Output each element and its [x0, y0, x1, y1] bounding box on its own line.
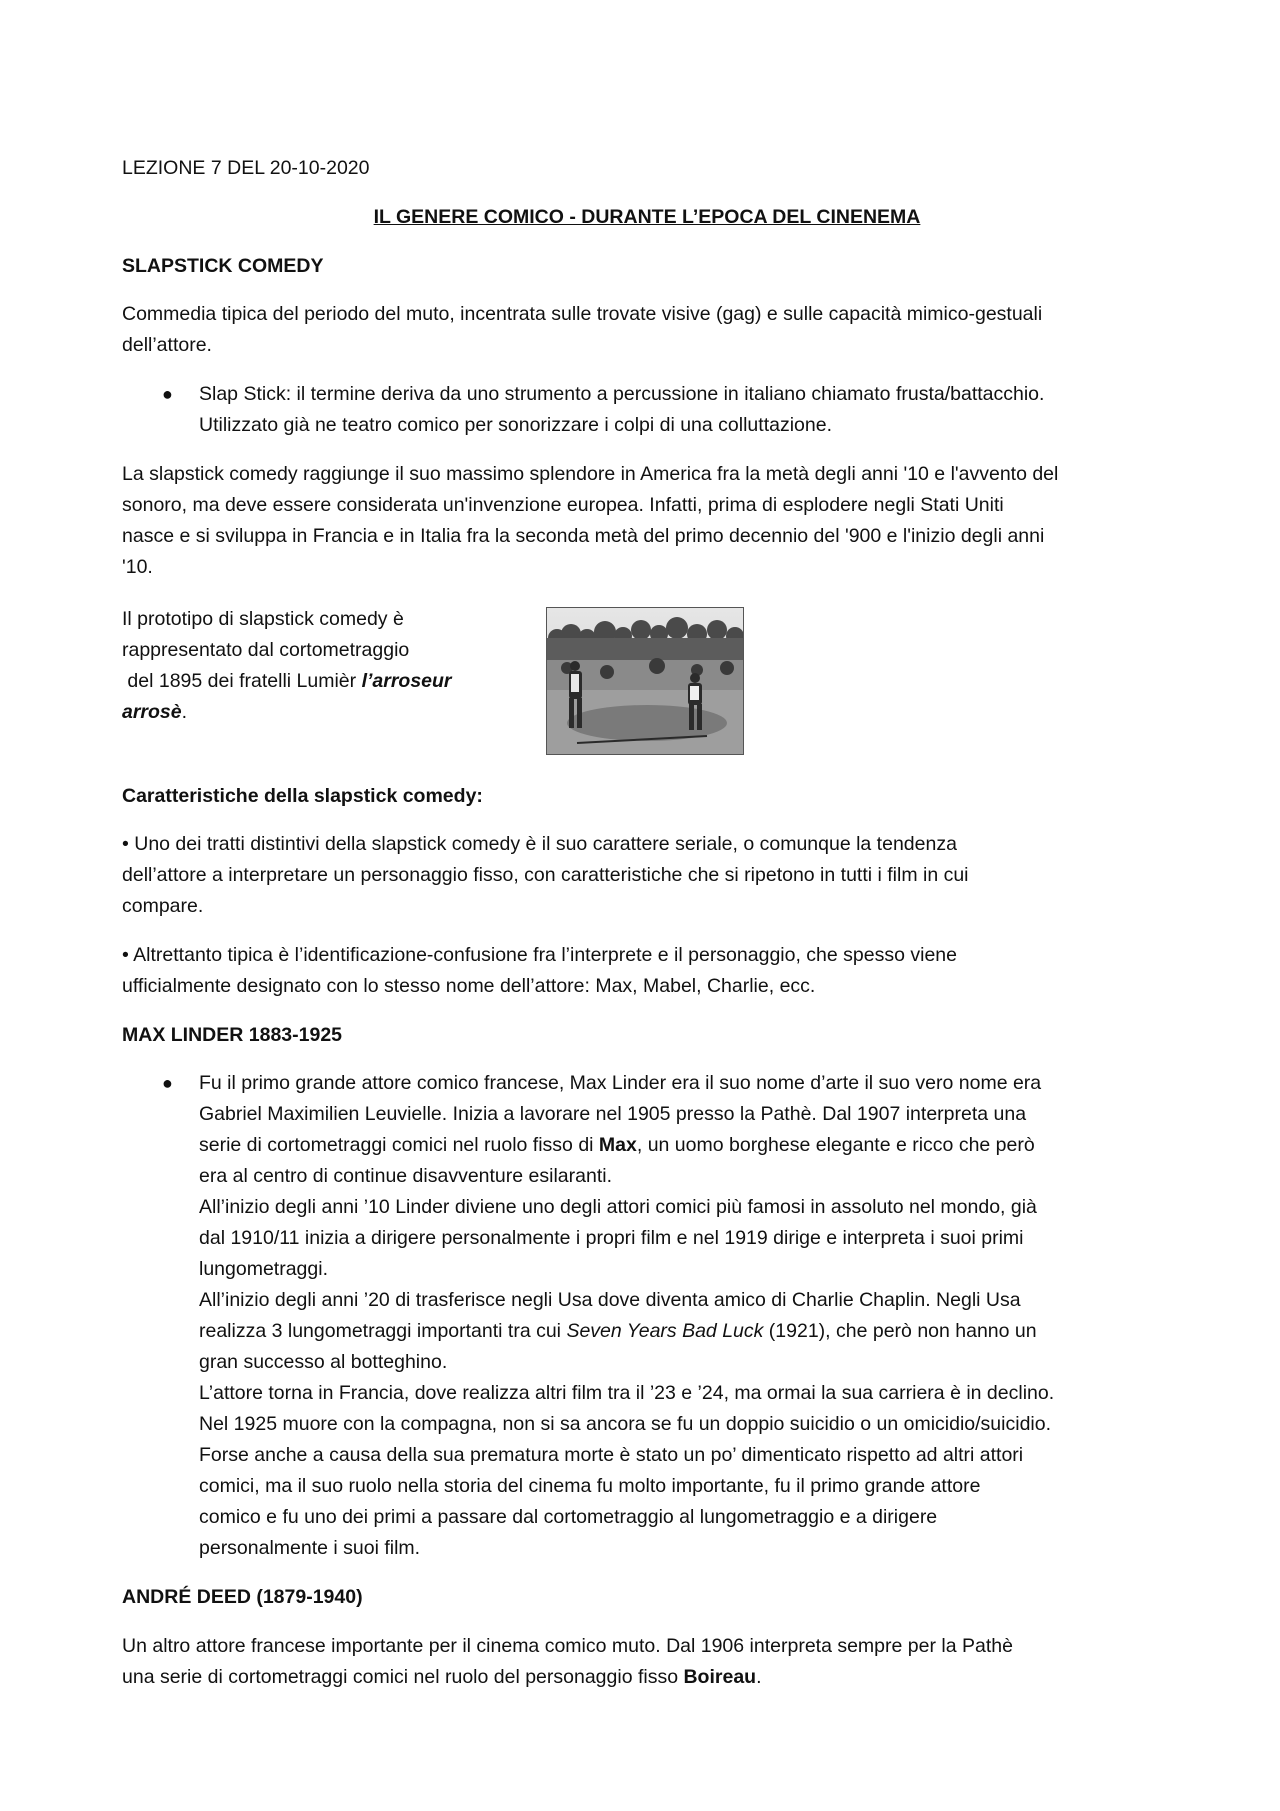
text-span: (1921), che però non hanno un — [763, 1320, 1037, 1342]
text-span: . — [756, 1666, 762, 1688]
paragraph-line: Il prototipo di slapstick comedy è — [122, 608, 404, 630]
film-still-image — [546, 607, 744, 755]
paragraph-line: Un altro attore francese importante per il cinema comico muto. Dal 1906 interpreta sempre per la Pathè — [122, 1635, 1013, 1657]
bullet-text: Utilizzato già ne teatro comico per sonorizzare i colpi di una colluttazione. — [199, 414, 832, 436]
paragraph-line — [122, 697, 522, 729]
text-span: realizza 3 lungometraggi importanti tra cui — [199, 1320, 567, 1342]
bullet-text: dal 1910/11 inizia a dirigere personalmente i propri film e nel 1919 dirige e interpreta i suoi primi — [199, 1227, 1024, 1249]
bullet-icon: ● — [162, 384, 173, 404]
bullet-text: L’attore torna in Francia, dove realizza altri film tra il ’23 e ’24, ma ormai la sua carriera è in declino. — [199, 1382, 1055, 1404]
paragraph-line — [122, 1662, 1172, 1694]
paragraph-line: rappresentato dal cortometraggio — [122, 639, 410, 661]
bullet-text: Slap Stick: il termine deriva da uno strumento a percussione in italiano chiamato frusta/battacchio. — [199, 383, 1045, 405]
lesson-header: LEZIONE 7 DEL 20-10-2020 — [122, 157, 370, 179]
bullet-text: gran successo al botteghino. — [199, 1351, 448, 1373]
bullet-text: All’inizio degli anni ’10 Linder diviene uno degli attori comici più famosi in assoluto nel mondo, già — [199, 1196, 1037, 1218]
bullet-text: All’inizio degli anni ’20 di trasferisce negli Usa dove diventa amico di Charlie Chaplin. Negli Usa — [199, 1289, 1021, 1311]
deed-heading: ANDRÉ DEED (1879-1940) — [122, 1586, 363, 1608]
bullet-text: Forse anche a causa della sua prematura morte è stato un po’ dimenticato rispetto ad altri attori — [199, 1444, 1024, 1466]
bullet-text: Fu il primo grande attore comico francese, Max Linder era il suo nome d’arte il suo vero nome era — [199, 1072, 1042, 1094]
text-span: una serie di cortometraggi comici nel ruolo del personaggio fisso — [122, 1666, 684, 1688]
film-title: l’arroseur — [361, 670, 452, 692]
bullet-text — [199, 1130, 1199, 1162]
paragraph-line: sonoro, ma deve essere considerata un'invenzione europea. Infatti, prima di esplodere negli Stati Uniti — [122, 494, 1004, 516]
text-span: del 1895 dei fratelli Lumièr — [122, 670, 362, 692]
paragraph-line: ufficialmente designato con lo stesso nome dell’attore: Max, Mabel, Charlie, ecc. — [122, 975, 816, 997]
text-span: . — [181, 701, 188, 723]
bullet-text: lungometraggi. — [199, 1258, 328, 1280]
text-span: serie di cortometraggi comici nel ruolo fisso di — [199, 1134, 599, 1156]
bullet-icon: ● — [162, 1073, 173, 1093]
bullet-text: personalmente i suoi film. — [199, 1537, 421, 1559]
characteristics-heading: Caratteristiche della slapstick comedy: — [122, 785, 483, 807]
bullet-text: Gabriel Maximilien Leuvielle. Inizia a lavorare nel 1905 presso la Pathè. Dal 1907 interpreta una — [199, 1103, 1027, 1125]
paragraph-line: nasce e si sviluppa in Francia e in Italia fra la seconda metà del primo decennio del '900 e l'inizio degli anni — [122, 525, 1045, 547]
paragraph-line: '10. — [122, 556, 153, 578]
document-title: IL GENERE COMICO - DURANTE L’EPOCA DEL CINENEMA — [373, 206, 921, 228]
paragraph-line: compare. — [122, 895, 204, 917]
character-name: Max — [598, 1134, 637, 1156]
bullet-text — [199, 1316, 1199, 1348]
paragraph-line: La slapstick comedy raggiunge il suo massimo splendore in America fra la metà degli anni '10 e l'avvento del — [122, 463, 1059, 485]
linder-heading: MAX LINDER 1883-1925 — [122, 1024, 343, 1046]
paragraph-line: dell’attore a interpretare un personaggio fisso, con caratteristiche che si ripetono in tutti i film in cui — [122, 864, 969, 886]
intro-line: Commedia tipica del periodo del muto, incentrata sulle trovate visive (gag) e sulle capacità mimico-gestuali — [122, 303, 1043, 325]
slapstick-heading: SLAPSTICK COMEDY — [122, 255, 324, 277]
bullet-text: Nel 1925 muore con la compagna, non si sa ancora se fu un doppio suicidio o un omicidio/suicidio. — [199, 1413, 1052, 1435]
bullet-text: comico e fu uno dei primi a passare dal cortometraggio al lungometraggio e a dirigere — [199, 1506, 938, 1528]
bullet-text: comici, ma il suo ruolo nella storia del cinema fu molto importante, fu il primo grande attore — [199, 1475, 981, 1497]
character-name: Boireau — [683, 1666, 757, 1688]
film-title: Seven Years Bad Luck — [566, 1320, 764, 1342]
paragraph-line: • Uno dei tratti distintivi della slapstick comedy è il suo carattere seriale, o comunque la tendenza — [122, 833, 957, 855]
intro-line: dell’attore. — [122, 334, 212, 356]
paragraph-line: • Altrettanto tipica è l’identificazione-confusione fra l’interprete e il personaggio, che spesso viene — [122, 944, 957, 966]
bullet-text: era al centro di continue disavventure esilaranti. — [199, 1165, 612, 1187]
paragraph-line — [122, 666, 542, 698]
text-span: , un uomo borghese elegante e ricco che però — [636, 1134, 1035, 1156]
film-still-graphic — [547, 608, 744, 755]
film-title: arrosè — [122, 701, 182, 723]
